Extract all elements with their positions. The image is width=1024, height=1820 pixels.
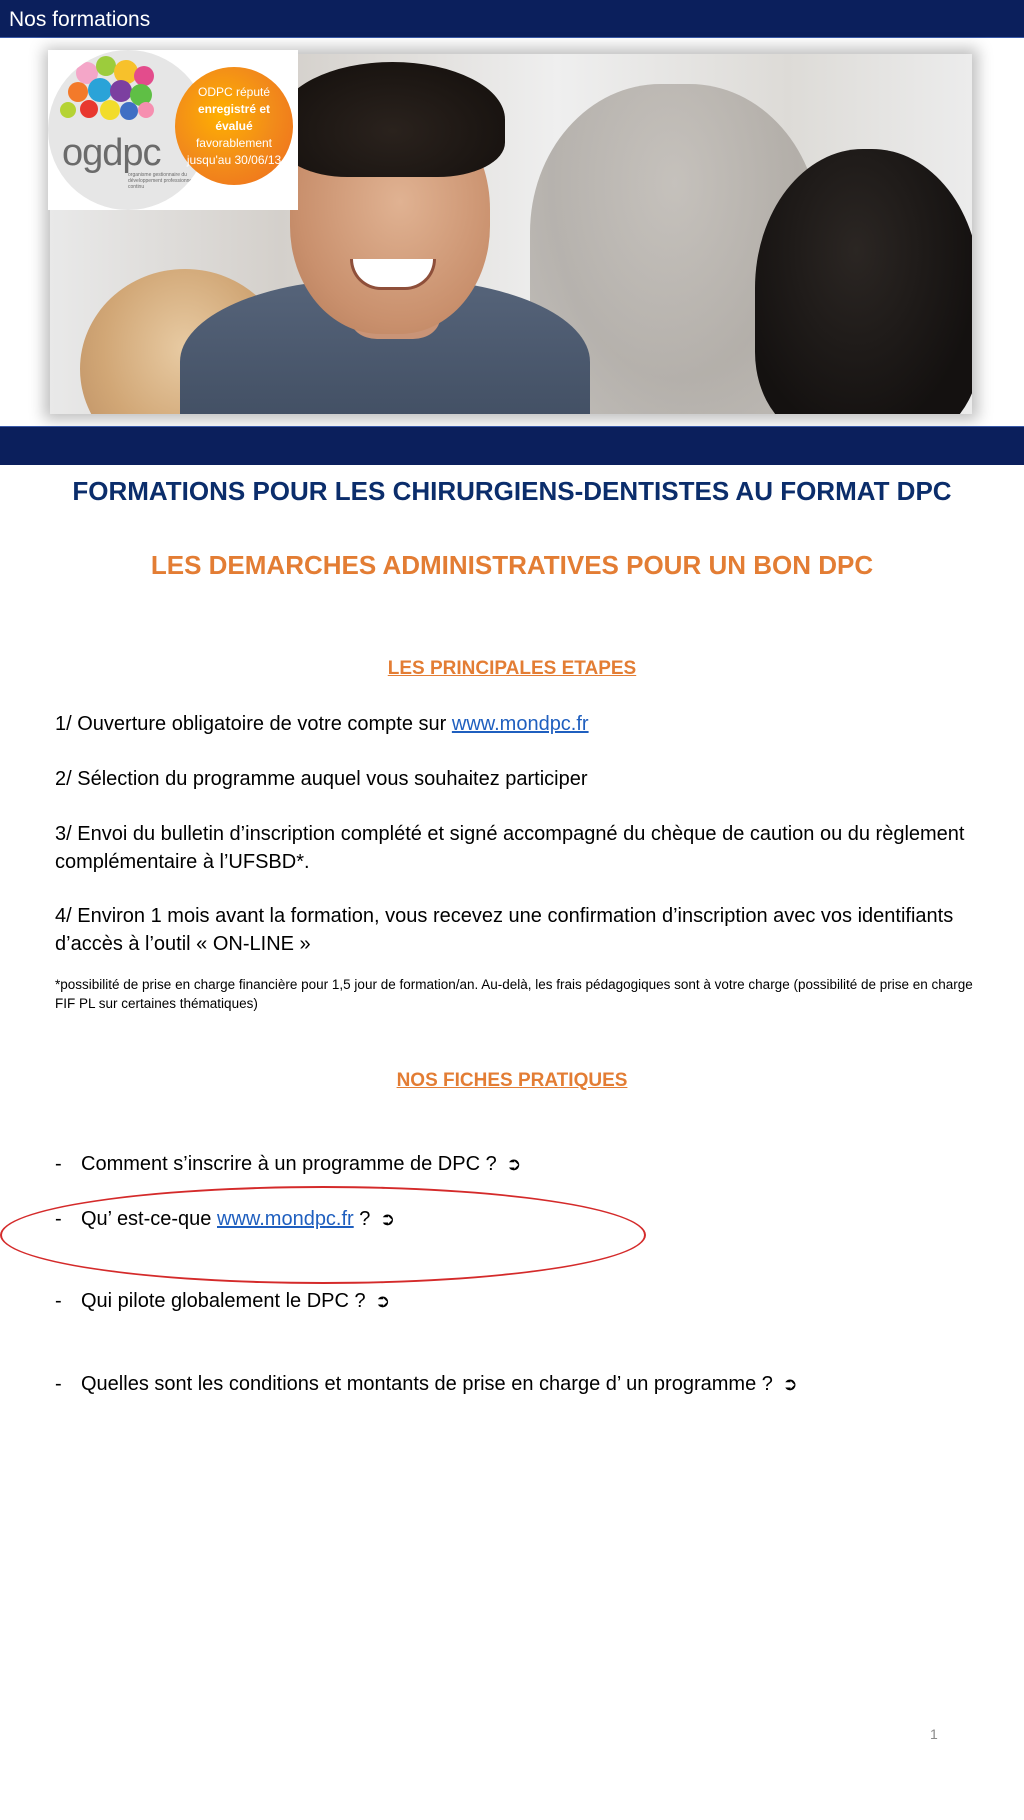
faq-item-pilote[interactable]	[55, 1287, 975, 1315]
odpc-badge	[175, 67, 293, 185]
list-dash: -	[55, 1153, 62, 1175]
faq-text-prefix: Qu’ est-ce-que	[81, 1208, 217, 1230]
arrow-right-icon[interactable]: ➲	[375, 1291, 391, 1311]
page-number: 1	[930, 1726, 938, 1742]
logo-subtitle: organisme gestionnaire du développement professionnel continu	[128, 172, 194, 190]
list-dash: -	[55, 1208, 62, 1230]
faq-text-suffix: ?	[353, 1208, 371, 1230]
faq-item-conditions[interactable]	[55, 1370, 975, 1398]
badge-line-1: ODPC réputé	[197, 84, 271, 99]
ogdpc-logo	[48, 50, 298, 210]
step-1-text: 1/ Ouverture obligatoire de votre compte sur	[55, 713, 452, 735]
list-dash: -	[55, 1373, 62, 1395]
mondpc-link-faq[interactable]: www.mondpc.fr	[217, 1208, 354, 1230]
arrow-right-icon[interactable]: ➲	[379, 1209, 396, 1229]
highlight-ellipse	[0, 1186, 646, 1284]
etapes-heading: LES PRINCIPALES ETAPES	[387, 658, 637, 679]
divider-bar	[0, 426, 1024, 465]
faq-item-inscription[interactable]	[55, 1150, 975, 1178]
man-hair	[280, 62, 505, 177]
step-4: 4/ Environ 1 mois avant la formation, vous recevez une confirmation d’inscription avec vos identifiants d’accès à l’outil « ON-LINE »	[55, 905, 954, 955]
mondpc-link[interactable]: www.mondpc.fr	[451, 713, 589, 735]
badge-line-2: enregistré et évalué	[197, 101, 271, 133]
header-bar	[0, 0, 1024, 38]
faq-text: Comment s’inscrire à un programme de DPC ?	[81, 1153, 497, 1175]
footnote: *possibilité de prise en charge financière pour 1,5 jour de formation/an. Au-delà, les frais pédagogiques sont à votre charge (possibilité de prise en charge FIF PL sur certaines thématiques)	[55, 977, 973, 1011]
badge-line-4: jusqu'au 30/06/13	[186, 152, 282, 167]
badge-line-3: favorablement	[195, 135, 273, 150]
arrow-right-icon[interactable]: ➲	[506, 1154, 522, 1174]
faq-item-mondpc[interactable]	[55, 1205, 975, 1233]
subtitle: LES DEMARCHES ADMINISTRATIVES POUR UN BON DPC	[150, 550, 874, 580]
arrow-right-icon[interactable]: ➲	[782, 1374, 798, 1394]
list-dash: -	[55, 1290, 62, 1312]
step-2: 2/ Sélection du programme auquel vous souhaitez participer	[55, 768, 588, 790]
main-title: FORMATIONS POUR LES CHIRURGIENS-DENTISTES AU FORMAT DPC	[72, 476, 952, 506]
faq-text: Quelles sont les conditions et montants de prise en charge d’ un programme ?	[81, 1373, 773, 1395]
header-title: Nos formations	[9, 8, 151, 31]
faq-text: Qui pilote globalement le DPC ?	[81, 1290, 366, 1312]
step-3: 3/ Envoi du bulletin d’inscription complété et signé accompagné du chèque de caution ou du règlement complémentaire à l’UFSBD*.	[55, 823, 965, 873]
logo-wordmark: ogdpc	[62, 132, 161, 174]
background-dark-haired-person	[755, 149, 972, 414]
fiches-heading: NOS FICHES PRATIQUES	[396, 1070, 628, 1091]
badge-text	[179, 84, 289, 169]
step-1	[55, 710, 975, 738]
